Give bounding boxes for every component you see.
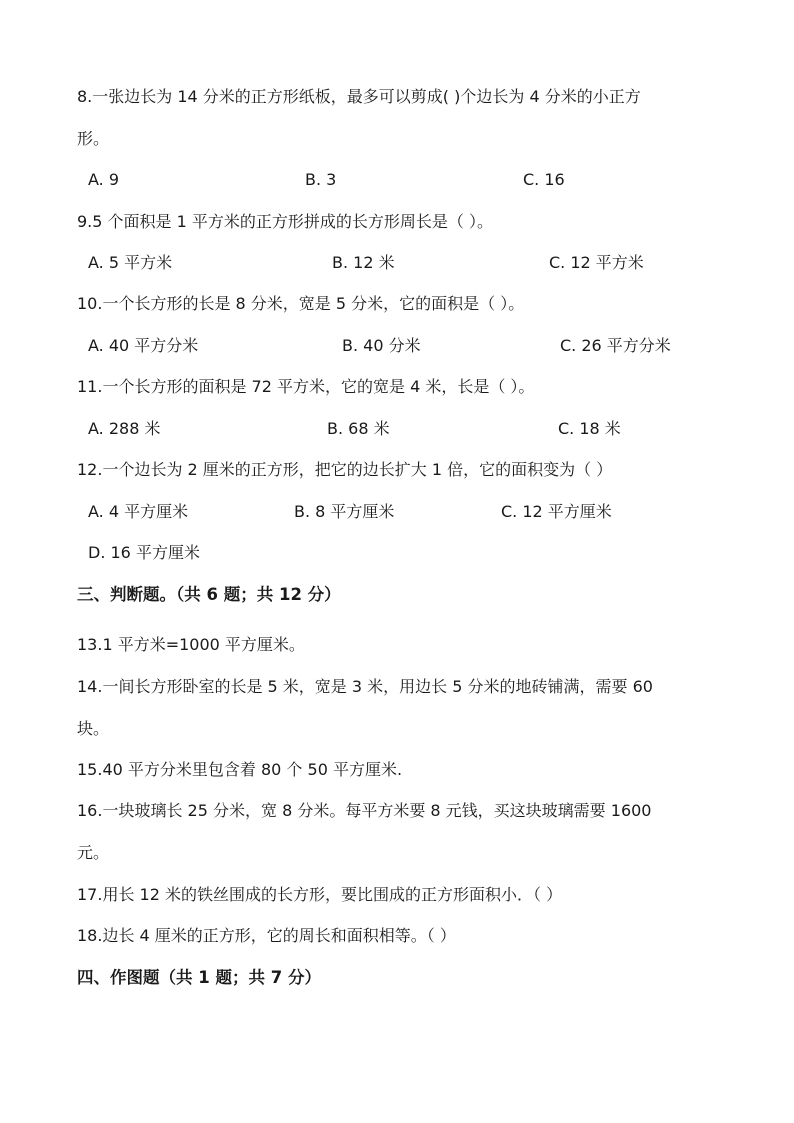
- question-12-option-c: C. 12 平方厘米: [501, 502, 612, 521]
- question-8-text: 8.一张边长为 14 分米的正方形纸板，最多可以剪成( )个边长为 4 分米的小正方: [77, 87, 641, 106]
- question-10-option-c: C. 26 平方分米: [560, 336, 671, 355]
- question-12-option-b: B. 8 平方厘米: [294, 502, 395, 521]
- question-12-option-a: A. 4 平方厘米: [88, 502, 189, 521]
- question-13-text: 13.1 平方米=1000 平方厘米。: [77, 635, 305, 654]
- question-11-option-a: A. 288 米: [88, 419, 161, 438]
- question-11-option-c: C. 18 米: [558, 419, 621, 438]
- question-10-option-b: B. 40 分米: [342, 336, 421, 355]
- question-8-option-b: B. 3: [305, 170, 337, 189]
- question-9-text: 9.5 个面积是 1 平方米的正方形拼成的长方形周长是（ ）。: [77, 212, 493, 231]
- question-12-option-d: D. 16 平方厘米: [88, 543, 200, 562]
- question-11-option-b: B. 68 米: [327, 419, 390, 438]
- question-16-text: 16.一块玻璃长 25 分米，宽 8 分米。每平方米要 8 元钱，买这块玻璃需要 1600: [77, 801, 652, 820]
- question-10-option-a: A. 40 平方分米: [88, 336, 199, 355]
- question-18-text: 18.边长 4 厘米的正方形，它的周长和面积相等。（ ）: [77, 926, 456, 945]
- section-3-heading: 三、判断题。（共 6 题；共 12 分）: [77, 585, 341, 604]
- section-4-heading: 四、作图题（共 1 题；共 7 分）: [77, 968, 321, 987]
- question-14-text-continued: 块。: [77, 719, 110, 738]
- question-10-text: 10.一个长方形的长是 8 分米，宽是 5 分米，它的面积是（ ）。: [77, 294, 525, 313]
- question-9-option-a: A. 5 平方米: [88, 253, 173, 272]
- question-11-text: 11.一个长方形的面积是 72 平方米，它的宽是 4 米，长是（ ）。: [77, 377, 535, 396]
- question-14-text: 14.一间长方形卧室的长是 5 米，宽是 3 米，用边长 5 分米的地砖铺满，需要 60: [77, 677, 653, 696]
- question-8-text-continued: 形。: [77, 129, 110, 148]
- question-8-option-a: A. 9: [88, 170, 120, 189]
- question-9-option-c: C. 12 平方米: [549, 253, 644, 272]
- question-16-text-continued: 元。: [77, 843, 110, 862]
- question-9-option-b: B. 12 米: [332, 253, 395, 272]
- question-8-option-c: C. 16: [523, 170, 565, 189]
- question-12-text: 12.一个边长为 2 厘米的正方形，把它的边长扩大 1 倍，它的面积变为（ ）: [77, 460, 613, 479]
- question-17-text: 17.用长 12 米的铁丝围成的长方形，要比围成的正方形面积小．（ ）: [77, 885, 563, 904]
- question-15-text: 15.40 平方分米里包含着 80 个 50 平方厘米.: [77, 760, 403, 779]
